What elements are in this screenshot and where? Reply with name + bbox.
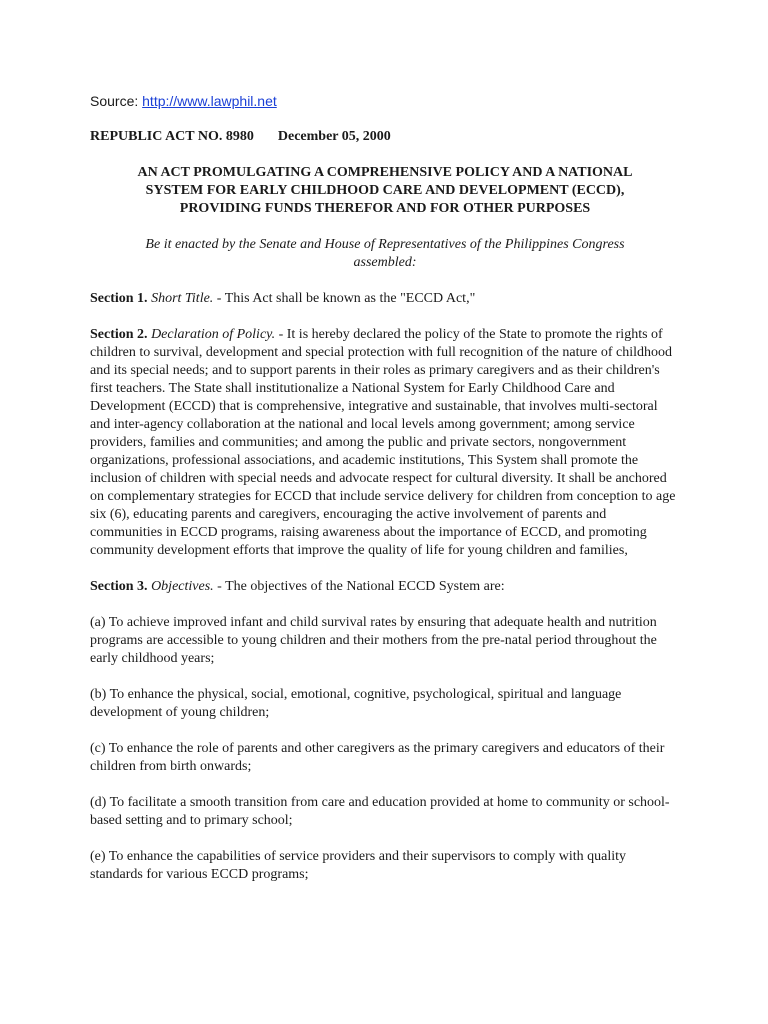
- section-body: - This Act shall be known as the "ECCD Act,": [213, 291, 476, 306]
- act-number: REPUBLIC ACT NO. 8980: [90, 129, 254, 144]
- enacting-clause-line: assembled:: [353, 255, 417, 270]
- act-title: [90, 164, 680, 218]
- act-date: December 05, 2000: [277, 129, 391, 144]
- section-label: Section 3.: [90, 579, 148, 594]
- section-body: - The objectives of the National ECCD System are:: [213, 579, 505, 594]
- section-name: Short Title.: [151, 291, 214, 306]
- section-body: - It is hereby declared the policy of the State to promote the rights of children to survival, development and special protection with full recognition of the nature of childhood and its special needs; and to support parents in their roles as primary caregivers and as their children's first teachers. The State shall institutionalize a National System for Early Childhood Care and Development (ECCD) that is comprehensive, integrative and sustainable, that involves multi-sectoral and inter-agency collaboration at the national and local levels among government; among service providers, families and communities; and among the public and private sectors, nongovernment organizations, professional associations, and academic institutions, This System shall promote the inclusion of children with special needs and advocate respect for cultural diversity. It shall be anchored on complementary strategies for ECCD that include service delivery for children from conception to age six (6), educating parents and caregivers, encouraging the active involvement of parents and communities in ECCD programs, raising awareness about the importance of ECCD, and promoting community development efforts that improve the quality of life for young children and families,: [90, 327, 676, 558]
- objective-e: (e) To enhance the capabilities of service providers and their supervisors to comply with quality standards for various ECCD programs;: [90, 849, 627, 882]
- section-3: [90, 578, 680, 596]
- objective-d: (d) To facilitate a smooth transition from care and education provided at home to community or school-based setting and to primary school;: [90, 795, 670, 828]
- act-title-line: AN ACT PROMULGATING A COMPREHENSIVE POLICY AND A NATIONAL: [137, 165, 633, 180]
- section-1: [90, 290, 680, 308]
- source-label: Source:: [90, 93, 139, 109]
- section-2: [90, 326, 680, 560]
- act-title-line: SYSTEM FOR EARLY CHILDHOOD CARE AND DEVELOPMENT (ECCD),: [145, 183, 625, 198]
- section-name: Objectives.: [151, 579, 214, 594]
- enacting-clause-line: Be it enacted by the Senate and House of Representatives of the Philippines Congress: [145, 237, 625, 252]
- objective-c: (c) To enhance the role of parents and other caregivers as the primary caregivers and educators of their children from birth onwards;: [90, 741, 665, 774]
- document-page: [90, 92, 680, 902]
- objective-b: (b) To enhance the physical, social, emotional, cognitive, psychological, spiritual and language development of young children;: [90, 687, 622, 720]
- act-header: [90, 128, 680, 146]
- section-label: Section 1.: [90, 291, 148, 306]
- section-label: Section 2.: [90, 327, 148, 342]
- act-title-line: PROVIDING FUNDS THEREFOR AND FOR OTHER PURPOSES: [179, 201, 591, 216]
- objective-a: (a) To achieve improved infant and child survival rates by ensuring that adequate health and nutrition programs are accessible to young children and their mothers from the pre-natal period throughout the early childhood years;: [90, 615, 657, 666]
- section-name: Declaration of Policy.: [151, 327, 276, 342]
- source-link[interactable]: http://www.lawphil.net: [142, 93, 277, 109]
- enacting-clause: [90, 236, 680, 272]
- source-line: [90, 92, 680, 110]
